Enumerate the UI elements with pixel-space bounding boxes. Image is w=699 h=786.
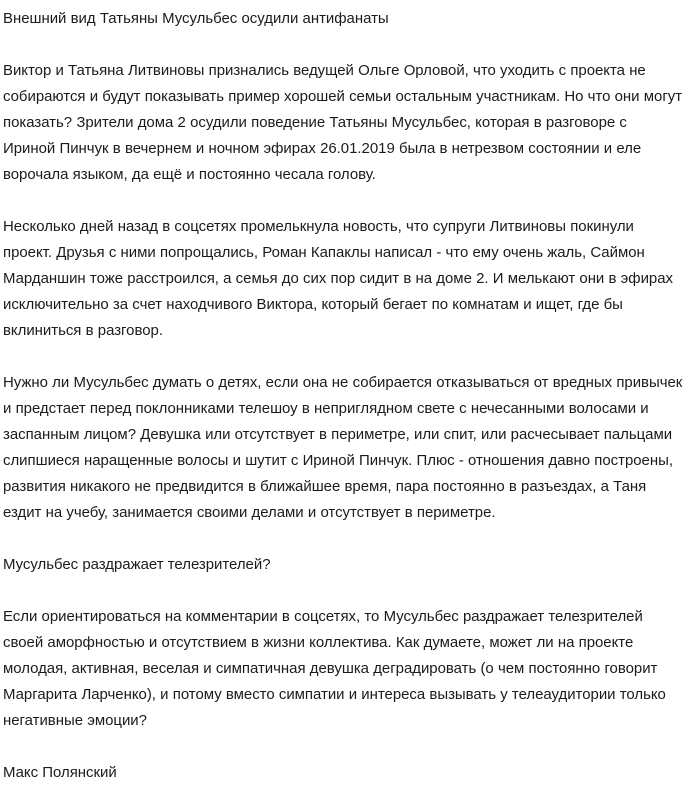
article-paragraph: Виктор и Татьяна Литвиновы признались ведущей Ольге Орловой, что уходить с проекта не собираются и будут показывать пример хорошей семьи остальным участникам. Но что они могут показать? Зрители дома 2 осудили поведение Татьяны Мусульбес, которая в разговоре с Ириной Пинчук в вечернем и ночном эфирах 26.01.2019 была в нетрезвом состоянии и еле ворочала языком, да ещё и постоянно чесала голову. xyxy=(3,62,683,183)
article-question: Мусульбес раздражает телезрителей? xyxy=(3,556,271,573)
article-paragraph: Если ориентироваться на комментарии в соцсетях, то Мусульбес раздражает телезрителей своей аморфностью и отсутствием в жизни коллектива. Как думаете, может ли на проекте молодая, активная, веселая и симпатичная девушка деградировать (о чем постоянно говорит Маргарита Ларченко), и потому вместо симпатии и интереса вызывать у телеаудитории только негативные эмоции? xyxy=(3,608,666,729)
article-paragraph: Нужно ли Мусульбес думать о детях, если она не собирается отказываться от вредных привычек и предстает перед поклонниками телешоу в неприглядном свете с нечесанными волосами и заспанным лицом? Девушка или отсутствует в периметре, или спит, или расчесывает пальцами слипшиеся наращенные волосы и шутит с Ириной Пинчук. Плюс - отношения давно построены, развития никакого не предвидится в ближайшее время, пара постоянно в разъездах, а Таня ездит на учебу, занимается своими делами и отсутствует в периметре. xyxy=(3,374,683,521)
article-headline: Внешний вид Татьяны Мусульбес осудили антифанаты xyxy=(3,10,389,27)
article-paragraph: Несколько дней назад в соцсетях промелькнула новость, что супруги Литвиновы покинули проект. Друзья с ними попрощались, Роман Капаклы написал - что ему очень жаль, Саймон Марданшин тоже расстроился, а семья до сих пор сидит в на доме 2. И мелькают они в эфирах исключительно за счет находчивого Виктора, который бегает по комнатам и ищет, где бы вклиниться в разговор. xyxy=(3,218,673,339)
article-author-signature: Макс Полянский xyxy=(3,764,117,781)
